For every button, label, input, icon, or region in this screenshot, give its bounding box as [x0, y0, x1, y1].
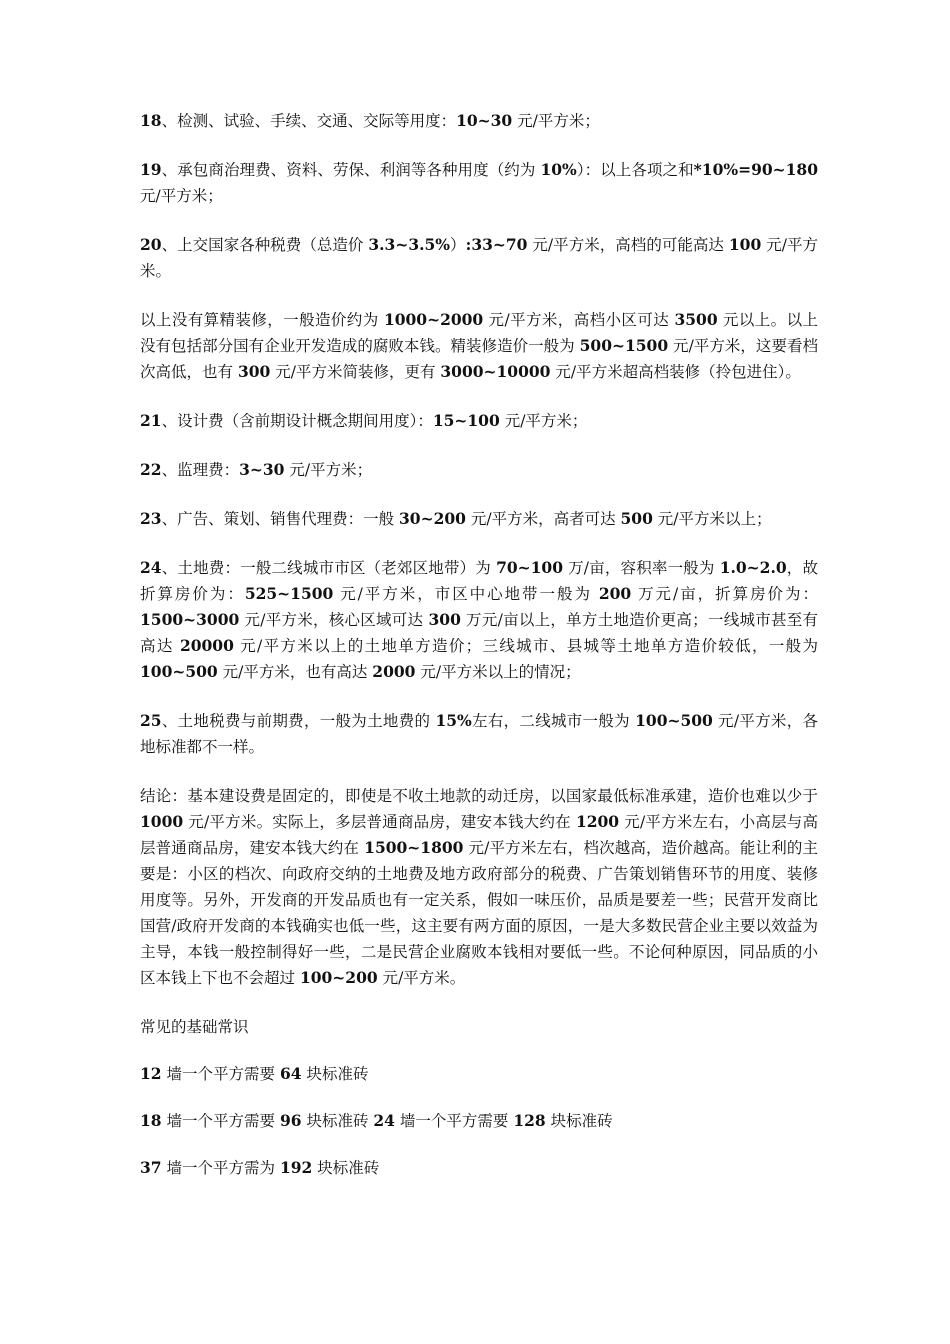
text-run: 元/平方米超高档装修（拎包进住）。: [550, 363, 801, 381]
paragraph-item-18: [140, 108, 818, 134]
bold-number: 3~30: [239, 460, 285, 479]
text-run: ）: [450, 236, 466, 254]
bold-number: 24: [140, 558, 162, 577]
paragraph-brick-12: [140, 1061, 818, 1087]
bold-number: 3.3~3.5%: [368, 235, 451, 254]
text-run: 墙一个平方需要: [161, 1065, 280, 1083]
text-run: 元/平方米。: [140, 236, 818, 280]
bold-number: 100~500: [635, 711, 713, 730]
text-run: 元/平方米，高档的可能高达: [527, 236, 729, 254]
text-run: 元/平方米以上的土地单方造价；三线城市、县城等土地单方造价较低，一般为: [233, 637, 818, 655]
bold-number: 12: [140, 1064, 162, 1083]
text-run: 、设计费（含前期设计概念期间用度）：: [161, 412, 433, 430]
text-run: ）：以上各项之和: [576, 161, 694, 179]
bold-number: 300: [428, 610, 461, 629]
paragraph-item-24: [140, 555, 818, 685]
bold-number: 37: [140, 1158, 162, 1177]
text-run: 元/平方米以上的情况；: [415, 663, 581, 681]
text-run: 元/平方米简装修，更有: [270, 363, 441, 381]
bold-number: 1500~1800: [364, 838, 464, 857]
text-run: 块标准砖: [545, 1112, 613, 1130]
text-run: 、土地税费与前期费，一般为土地费的: [161, 712, 436, 730]
text-run: 墙一个平方需为: [161, 1159, 280, 1177]
bold-number: 20: [140, 235, 162, 254]
document-page: [140, 108, 818, 1202]
bold-number: 500: [620, 509, 653, 528]
text-run: 、广告、策划、销售代理费：一般: [161, 510, 400, 528]
text-run: 万/亩，容积率一般为: [563, 559, 720, 577]
bold-number: 24: [373, 1111, 395, 1130]
paragraph-item-19: [140, 157, 818, 209]
bold-number: 30~200: [399, 509, 466, 528]
paragraph-brick-18-24: [140, 1108, 818, 1134]
bold-number: 18: [140, 1111, 162, 1130]
bold-number: 20000: [179, 636, 234, 655]
text-run: 元/平方米，核心区域可达: [239, 611, 429, 629]
bold-number: :33~70: [465, 235, 528, 254]
bold-number: 500~1500: [579, 336, 669, 355]
paragraph-item-25: [140, 708, 818, 760]
text-run: 、检测、试验、手续、交通、交际等用度：: [161, 112, 457, 130]
text-run: 元/平方米；: [140, 187, 223, 205]
text-run: 元/平方米，高者可达: [465, 510, 621, 528]
text-run: 以上没有算精装修，一般造价约为: [140, 311, 384, 329]
text-run: 块标准砖: [301, 1112, 374, 1130]
bold-number: 10~30: [456, 111, 513, 130]
text-run: 元/平方米左右，档次越高，造价越高。能让利的主要是：小区的档次、向政府交纳的土地费及地方政府部分的税费、广告策划销售环节的用度、装修用度等。另外，开发商的开发品质也有一定关系，假如一味压价，品质是要差一些；民营开发商比国营/政府开发商的本钱确实也低一些，这主要有两方面的原因，一是大多数民营企业主要以效益为主导，本钱一般控制得好一些，二是民营企业腐败本钱相对要低一些。不论何种原因，同品质的小区本钱上下也不会超过: [140, 839, 818, 987]
bold-number: 21: [140, 411, 162, 430]
paragraph-brick-37: [140, 1155, 818, 1181]
bold-number: 2000: [372, 662, 416, 681]
bold-number: 25: [140, 711, 162, 730]
bold-number: 64: [279, 1064, 302, 1083]
text-run: 万元/亩，折算房价为：: [631, 585, 818, 603]
text-run: 元/平方米左右，小高层与高层普通商品房，建安本钱大约在: [140, 813, 819, 857]
heading-basics: [140, 1014, 818, 1040]
text-run: 元/平方米。: [377, 969, 466, 987]
bold-number: 18: [140, 111, 162, 130]
bold-number: 96: [279, 1111, 302, 1130]
paragraph-conclusion: [140, 783, 818, 991]
text-run: 、上交国家各种税费（总造价: [161, 236, 369, 254]
text-run: 元/平方米；: [499, 412, 588, 430]
bold-number: 3000~10000: [440, 362, 551, 381]
text-run: 块标准砖: [301, 1065, 369, 1083]
bold-number: 100~200: [299, 968, 378, 987]
paragraph-item-20: [140, 232, 818, 284]
text-run: 元/平方米，高档小区可达: [483, 311, 675, 329]
bold-number: 100: [728, 235, 762, 254]
bold-number: 192: [279, 1158, 313, 1177]
text-run: 元/平方米；: [284, 461, 373, 479]
bold-number: 100~500: [140, 662, 218, 681]
bold-number: 1000: [140, 812, 184, 831]
bold-number: 15%: [435, 711, 472, 730]
text-run: 万元/亩以上，单方土地造价更高；一线城市甚至有高达: [140, 611, 819, 655]
bold-number: 200: [598, 584, 632, 603]
paragraph-item-23: [140, 506, 818, 532]
text-run: 元/平方米，市区中心地带一般为: [333, 585, 599, 603]
text-run: 、土地费：一般二线城市市区（老郊区地带）为: [161, 559, 497, 577]
text-run: 、监理费：: [161, 461, 240, 479]
text-run: 元/平方米，这要看档次高低，也有: [140, 337, 818, 381]
bold-number: 525~1500: [244, 584, 334, 603]
text-run: 、承包商治理费、资料、劳保、利润等各种用度（约为: [161, 161, 541, 179]
text-run: ，故折算房价为：: [140, 559, 818, 603]
bold-number: *10%=90~180: [693, 160, 818, 179]
text-run: 元/平方米，各地标准都不一样。: [140, 712, 818, 756]
text-run: 元/平方米；: [512, 112, 600, 130]
bold-number: 1000~2000: [383, 310, 484, 329]
bold-number: 1.0~2.0: [719, 558, 787, 577]
bold-number: 19: [140, 160, 162, 179]
bold-number: 128: [513, 1111, 546, 1130]
bold-number: 70~100: [496, 558, 563, 577]
text-run: 块标准砖: [312, 1159, 380, 1177]
bold-number: 22: [140, 460, 162, 479]
paragraph-item-22: [140, 457, 818, 483]
bold-number: 1500~3000: [140, 610, 240, 629]
text-run: 常见的基础常识: [140, 1018, 249, 1036]
text-run: 左右，二线城市一般为: [471, 712, 636, 730]
text-run: 结论：基本建设费是固定的，即使是不收土地款的动迁房，以国家最低标准承建，造价也难以少于: [140, 787, 818, 805]
text-run: 元/平方米，也有高达: [217, 663, 373, 681]
text-run: 元以上。以上没有包括部分国有企业开发造成的腐败本钱。精装修造价一般为: [140, 311, 818, 355]
bold-number: 15~100: [432, 411, 500, 430]
bold-number: 23: [140, 509, 162, 528]
bold-number: 3500: [674, 310, 718, 329]
bold-number: 10%: [540, 160, 577, 179]
text-run: 墙一个平方需要: [394, 1112, 514, 1130]
text-run: 墙一个平方需要: [161, 1112, 280, 1130]
paragraph-item-21: [140, 408, 818, 434]
bold-number: 1200: [575, 812, 620, 831]
paragraph-note-decoration: [140, 307, 818, 385]
text-run: 元/平方米。实际上，多层普通商品房，建安本钱大约在: [183, 813, 576, 831]
bold-number: 300: [237, 362, 271, 381]
text-run: 元/平方米以上；: [652, 510, 772, 528]
